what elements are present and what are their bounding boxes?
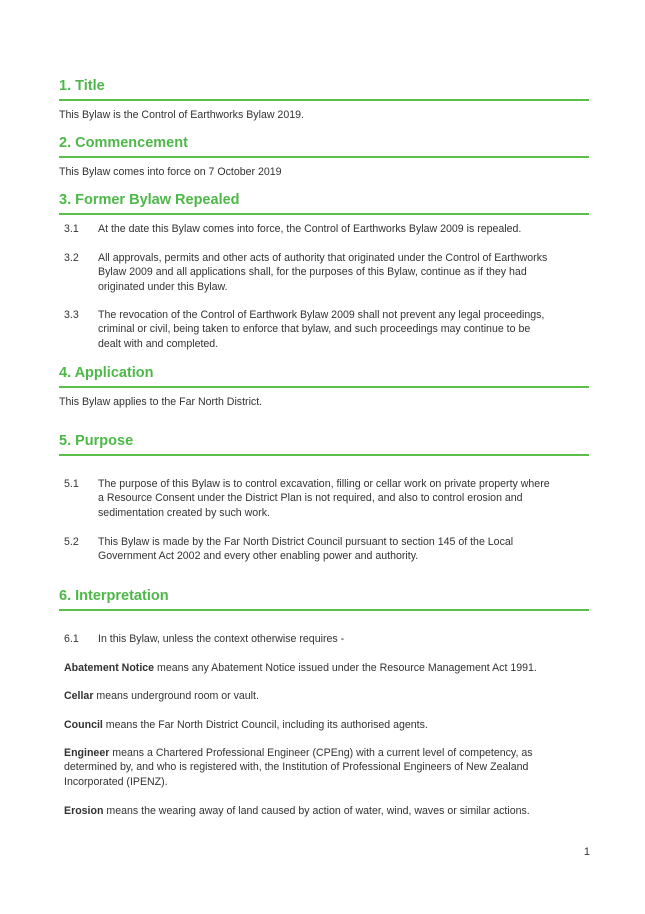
definition-text: means any Abatement Notice issued under the Resource Management Act 1991.: [154, 662, 537, 674]
definition-term: Abatement Notice: [64, 662, 155, 674]
section-heading-commencement: 2. Commencement: [59, 135, 589, 158]
section-body-application: This Bylaw applies to the Far North District.: [59, 396, 263, 408]
clause-number: 3.1: [64, 223, 79, 235]
definition-text: means the wearing away of land caused by action of water, wind, waves or similar actions.: [103, 805, 530, 817]
clause-number: 3.2: [64, 252, 79, 264]
definition-engineer: [64, 746, 544, 789]
clause-text: The revocation of the Control of Earthwork Bylaw 2009 shall not prevent any legal proceedings, criminal or civil, being taken to enforce that bylaw, and such proceedings may continue to be dealt with and completed.: [98, 309, 545, 350]
clause-text: At the date this Bylaw comes into force, the Control of Earthworks Bylaw 2009 is repealed.: [98, 223, 522, 235]
definition-term: Council: [64, 719, 103, 731]
section-heading-title: 1. Title: [59, 78, 589, 101]
section-heading-purpose: 5. Purpose: [59, 433, 589, 456]
definition-cellar: [64, 689, 544, 703]
clause-number: 5.1: [64, 478, 79, 490]
clause-number: 3.3: [64, 309, 79, 321]
definition-text: means the Far North District Council, including its authorised agents.: [102, 719, 428, 731]
section-heading-interpretation: 6. Interpretation: [59, 588, 589, 611]
definition-term: Erosion: [64, 805, 104, 817]
section-body-title: This Bylaw is the Control of Earthworks Bylaw 2019.: [59, 109, 304, 121]
definition-term: Cellar: [64, 690, 94, 702]
definition-text: means underground room or vault.: [93, 690, 259, 702]
section-body-commencement: This Bylaw comes into force on 7 October 2019: [59, 166, 282, 178]
definition-council: [64, 718, 544, 732]
page-number: 1: [583, 846, 590, 858]
clause-number: 6.1: [64, 633, 79, 645]
section-heading-former-bylaw: 3. Former Bylaw Repealed: [59, 192, 589, 215]
section-heading-application: 4. Application: [59, 365, 589, 388]
clause-text: The purpose of this Bylaw is to control excavation, filling or cellar work on private property where a Resource Consent under the District Plan is not required, and also to control erosion and sedimentation created by such work.: [98, 478, 550, 519]
definition-erosion: [64, 804, 544, 818]
definition-term: Engineer: [64, 747, 110, 759]
clause-number: 5.2: [64, 536, 79, 548]
clause-text: This Bylaw is made by the Far North District Council pursuant to section 145 of the Local Government Act 2002 and every other enabling power and authority.: [98, 536, 514, 563]
clause-text: In this Bylaw, unless the context otherwise requires -: [98, 633, 345, 645]
definition-text: means a Chartered Professional Engineer (CPEng) with a current level of competency, as determined by, and who is registered with, the Institution of Professional Engineers of New Zealand Incorporated (IPENZ).: [64, 747, 533, 788]
definition-abatement-notice: [64, 661, 544, 675]
clause-text: All approvals, permits and other acts of authority that originated under the Control of Earthworks Bylaw 2009 and all applications shall, for the purposes of this Bylaw, continue as if they had originated under this Bylaw.: [98, 252, 548, 293]
